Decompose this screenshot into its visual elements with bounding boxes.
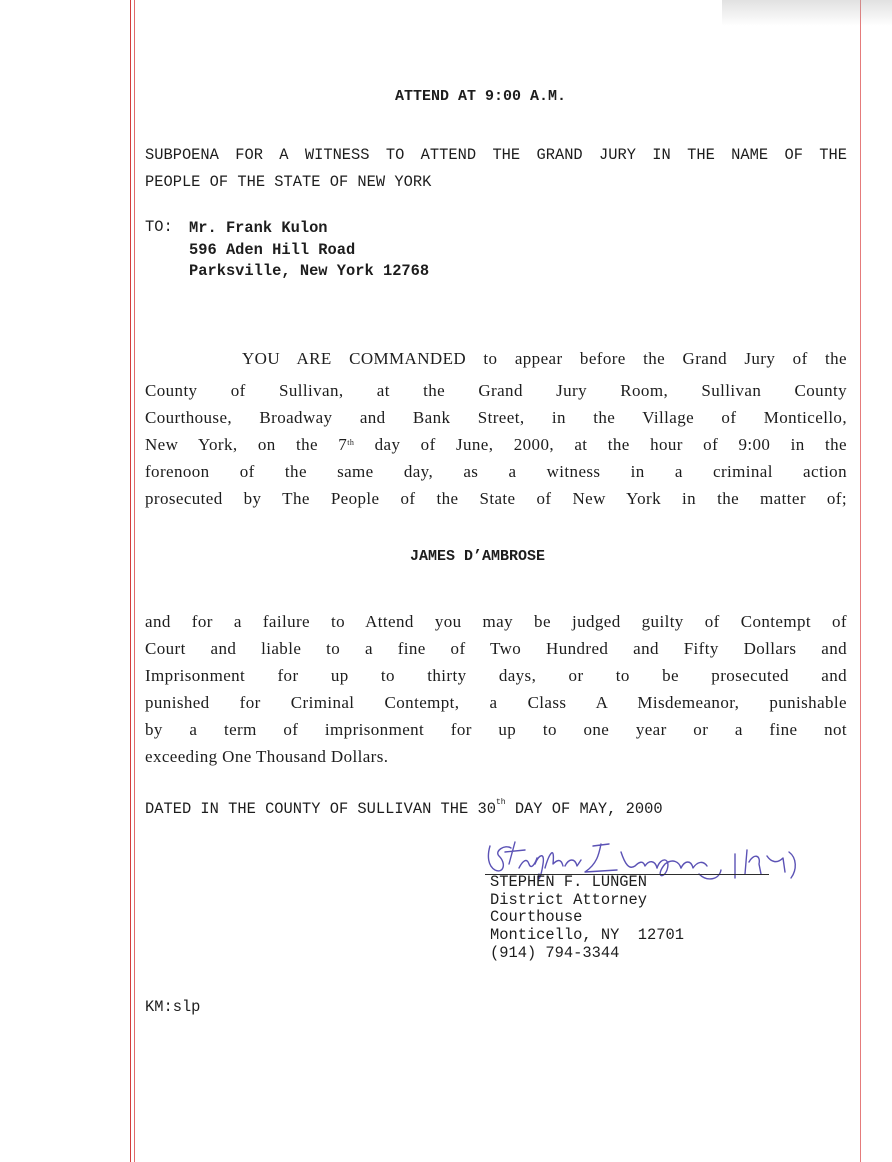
command-line: YOU ARE COMMANDED to appear before the Grand Jury of the bbox=[242, 349, 847, 368]
appear-date-rest: day of June, 2000, at the hour of 9:00 in the bbox=[354, 435, 847, 454]
penalty-line: punished for Criminal Contempt, a Class A Misdemeanor, punishable bbox=[145, 693, 847, 712]
appear-date-text: New York, on the 7 bbox=[145, 435, 348, 454]
to-label: TO: bbox=[145, 218, 173, 236]
command-paragraph bbox=[145, 345, 847, 512]
dated-ordinal-suffix: th bbox=[495, 798, 506, 807]
command-line: forenoon of the same day, as a witness in a criminal action bbox=[145, 462, 847, 481]
ordinal-suffix: th bbox=[347, 438, 355, 447]
penalty-line: and for a failure to Attend you may be judged guilty of Contempt of bbox=[145, 612, 847, 631]
penalty-line: Court and liable to a fine of Two Hundred and Fifty Dollars and bbox=[145, 639, 847, 658]
penalty-paragraph bbox=[145, 608, 847, 770]
command-line: Courthouse, Broadway and Bank Street, in the Village of Monticello, bbox=[145, 408, 847, 427]
command-line-date bbox=[145, 431, 847, 458]
typist-initials: KM:slp bbox=[145, 998, 201, 1016]
da-office: Courthouse bbox=[490, 908, 583, 927]
recipient-address bbox=[189, 218, 429, 283]
attend-time-heading: ATTEND AT 9:00 A.M. bbox=[395, 88, 567, 105]
left-margin-rule-inner bbox=[134, 0, 135, 1162]
command-line: prosecuted by The People of the State of New York in the matter of; bbox=[145, 489, 847, 508]
dated-text-rest: DAY OF MAY, 2000 bbox=[505, 800, 663, 818]
district-attorney-block bbox=[490, 874, 684, 963]
da-city: Monticello, NY 12701 bbox=[490, 926, 684, 945]
recipient-street: 596 Aden Hill Road bbox=[189, 240, 356, 259]
subpoena-title-line-1: SUBPOENA FOR A WITNESS TO ATTEND THE GRAND JURY IN THE NAME OF THE bbox=[145, 146, 847, 164]
da-phone: (914) 794-3344 bbox=[490, 943, 620, 962]
da-title: District Attorney bbox=[490, 890, 648, 909]
penalty-line: Imprisonment for up to thirty days, or to be prosecuted and bbox=[145, 666, 847, 685]
left-margin-rule bbox=[130, 0, 131, 1162]
dated-line bbox=[145, 800, 663, 818]
recipient-city: Parksville, New York 12768 bbox=[189, 262, 430, 280]
recipient-name: Mr. Frank Kulon bbox=[189, 219, 328, 237]
penalty-line: by a term of imprisonment for up to one year or a fine not bbox=[145, 720, 847, 739]
command-line: County of Sullivan, at the Grand Jury Room, Sullivan County bbox=[145, 381, 847, 400]
defendant-name: JAMES D’AMBROSE bbox=[410, 548, 546, 565]
da-name: STEPHEN F. LUNGEN bbox=[490, 873, 648, 891]
right-margin-rule bbox=[860, 0, 861, 1162]
subpoena-title-line-2: PEOPLE OF THE STATE OF NEW YORK bbox=[145, 173, 432, 191]
penalty-line: exceeding One Thousand Dollars. bbox=[145, 747, 389, 766]
dated-text: DATED IN THE COUNTY OF SULLIVAN THE 30 bbox=[145, 800, 496, 818]
scan-smudge bbox=[722, 0, 892, 26]
